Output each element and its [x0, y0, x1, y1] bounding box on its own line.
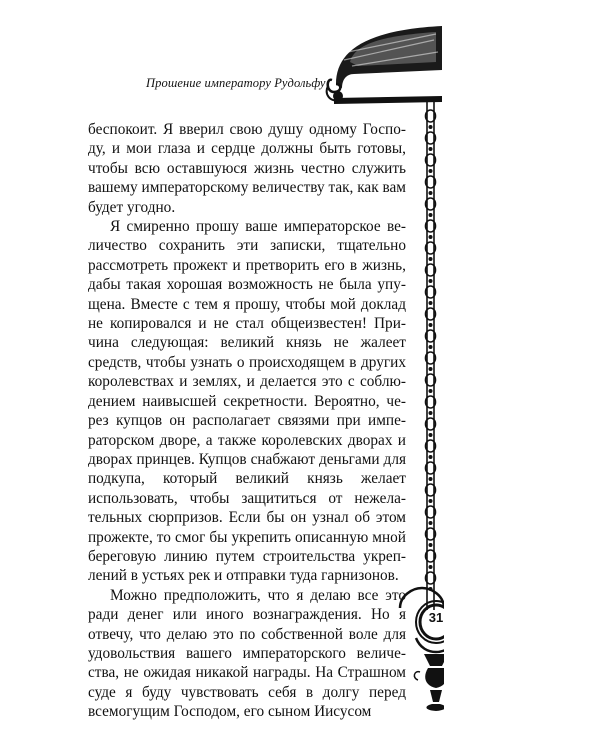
running-head: Прошение императору Рудольфу	[146, 76, 326, 90]
paragraph: Я смиренно прошу ваше императорское величество сохранить эти записки, тщательно рассмотреть прожект и претворить его в жизнь, дабы такая хорошая возможность не была упущена. Вместе с тем я прошу, чтобы мой доклад не копировался и не стал общеизвестен! Причина следующая: великий князь не жалеет средств, чтобы узнать о происходящем в других королевствах и землях, и делается это с соблюдением наивысшей секретности. Вероятно, через купцов он располагает связями при императорском дворе, а также королевских дворах и дворах принцев. Купцов снабжают деньгами для подкупа, который великий князь желает использовать, чтобы защититься от нежелательных сюрпризов. Если бы он узнал об этом прожекте, то смог бы укрепить описанную мной береговую линию путем строительства укреплений в устьях рек и отправки туда гарнизонов.	[88, 218, 406, 585]
paragraph: беспокоит. Я вверил свою душу одному Господу, и мои глаза и сердце должны быть готовы, чтобы всю оставшуюся жизнь честно служить вашему императорскому величеству так, как вам будет угодно.	[88, 121, 406, 216]
paragraph: Можно предположить, что я делаю все это ради денег или иного вознаграждения. Но я отвечу, что делаю это по собственной воле для удовольствия вашего императорского величества, не ожидая никакой награды. На Страшном суде я буду чувствовать себя в долгу перед всемогущим Господом, его сыном Иисусом	[88, 586, 406, 721]
corner-cartouche-icon	[327, 26, 442, 104]
page-number-medallion-icon	[400, 588, 444, 711]
page-number: 31	[428, 610, 444, 625]
vertical-chain-border-icon	[426, 102, 436, 610]
body-text	[88, 120, 406, 722]
